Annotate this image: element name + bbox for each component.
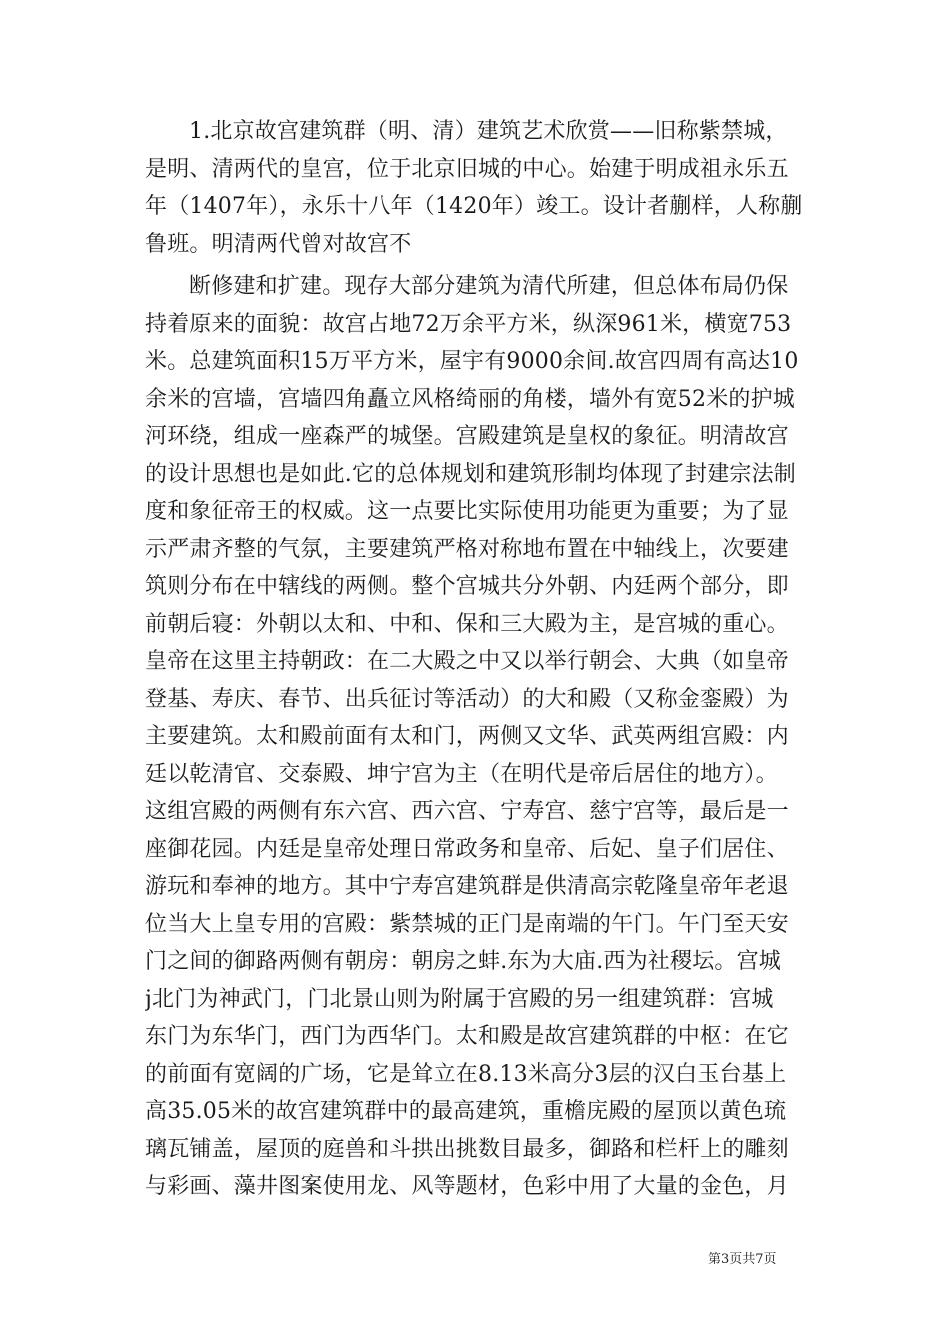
paragraph-line: 前朝后寝：外朝以太和、中和、保和三大殿为主，是宫城的重心。 <box>145 611 789 637</box>
paragraph-line: 的设计思想也是如此.它的总体规划和建筑形制均体现了封建宗法制 <box>145 461 796 487</box>
paragraph-line: 登基、寿庆、春节、出兵征讨等活动）的大和殿（又称金銮殿）为 <box>145 686 789 712</box>
paragraph-line: 是明、清两代的皇宫，位于北京旧城的中心。始建于明成祖永乐五 <box>145 156 789 182</box>
paragraph-line: 皇帝在这里主持朝政：在二大殿之中又以举行朝会、大典（如皇帝 <box>145 649 789 674</box>
paragraph-line: 年（1407年），永乐十八年（1420年）竣工。设计者蒯样，人称蒯 <box>145 194 803 219</box>
paragraph-line: 高35.05米的故宫建筑群中的最高建筑，重檐庑殿的屋顶以黄色琉 <box>145 1099 787 1124</box>
paragraph-line: 鲁班。明清两代曾对故宫不 <box>145 231 412 257</box>
page-number-footer: 第3页共7页 <box>708 1252 777 1267</box>
paragraph-line: 河环绕，组成一座森严的城堡。宫殿建筑是皇权的象征。明清故宫 <box>145 424 789 449</box>
paragraph-line: 持着原来的面貌：故宫占地72万余平方米，纵深961米，横宽753 <box>145 311 792 337</box>
paragraph-line: 米。总建筑面积15万平方米，屋宇有9000余间.故宫四周有高达10 <box>145 349 799 374</box>
paragraph-line: j北门为神武门，门北景山则为附属于宫殿的另一组建筑群：宫城 <box>145 986 774 1012</box>
paragraph-line: 筑则分布在中辖线的两侧。整个宫城共分外朝、内廷两个部分，即 <box>145 574 789 599</box>
paragraph-line: 的前面有宽阔的广场，它是耸立在8.13米高分3层的汉白玉台基上 <box>145 1061 787 1087</box>
paragraph-line: 门之间的御路两侧有朝房：朝房之蚌.东为大庙.西为社稷坛。宫城 <box>145 949 781 974</box>
paragraph-line: 示严肃齐整的气氛，主要建筑严格对称地布置在中轴线上，次要建 <box>145 536 789 562</box>
paragraph-line: 位当大上皇专用的宫殿：紫禁城的正门是南端的午门。午门至天安 <box>145 911 789 937</box>
paragraph-line: 璃瓦铺盖，屋顶的庭兽和斗拱出挑数目最多，御路和栏杆上的雕刻 <box>145 1136 789 1162</box>
paragraph-line: 与彩画、藻井图案使用龙、风等题材，色彩中用了大量的金色，月 <box>145 1174 789 1199</box>
paragraph-line: 1.北京故宫建筑群（明、清）建筑艺术欣赏——旧称紫禁城， <box>189 119 788 144</box>
paragraph-1 <box>145 113 805 263</box>
paragraph-line: 主要建筑。太和殿前面有太和门，两侧又文华、武英两组宫殿：内 <box>145 724 789 749</box>
paragraph-line: 余米的宫墙，宫墙四角矗立风格绮丽的角楼，墙外有宽52米的护城 <box>145 386 795 412</box>
paragraph-line: 座御花园。内廷是皇帝处理日常政务和皇帝、后妃、皇子们居住、 <box>145 836 789 862</box>
paragraph-line: 这组宫殿的两侧有东六宫、西六宫、宁寿宫、慈宁宫等，最后是一 <box>145 799 789 824</box>
paragraph-line: 度和象征帝王的权威。这一点要比实际使用功能更为重要；为了显 <box>145 499 789 524</box>
paragraph-line: 断修建和扩建。现存大部分建筑为清代所建，但总体布局仍保 <box>189 274 789 299</box>
paragraph-line: 东门为东华门，西门为西华门。太和殿是故宫建筑群的中枢：在它 <box>145 1024 789 1049</box>
paragraph-line: 游玩和奉神的地方。其中宁寿宫建筑群是供清高宗乾隆皇帝年老退 <box>145 874 789 899</box>
paragraph-line: 廷以乾清官、交泰殿、坤宁宫为主（在明代是帝后居住的地方）。 <box>145 761 778 787</box>
paragraph-2 <box>145 268 805 1206</box>
